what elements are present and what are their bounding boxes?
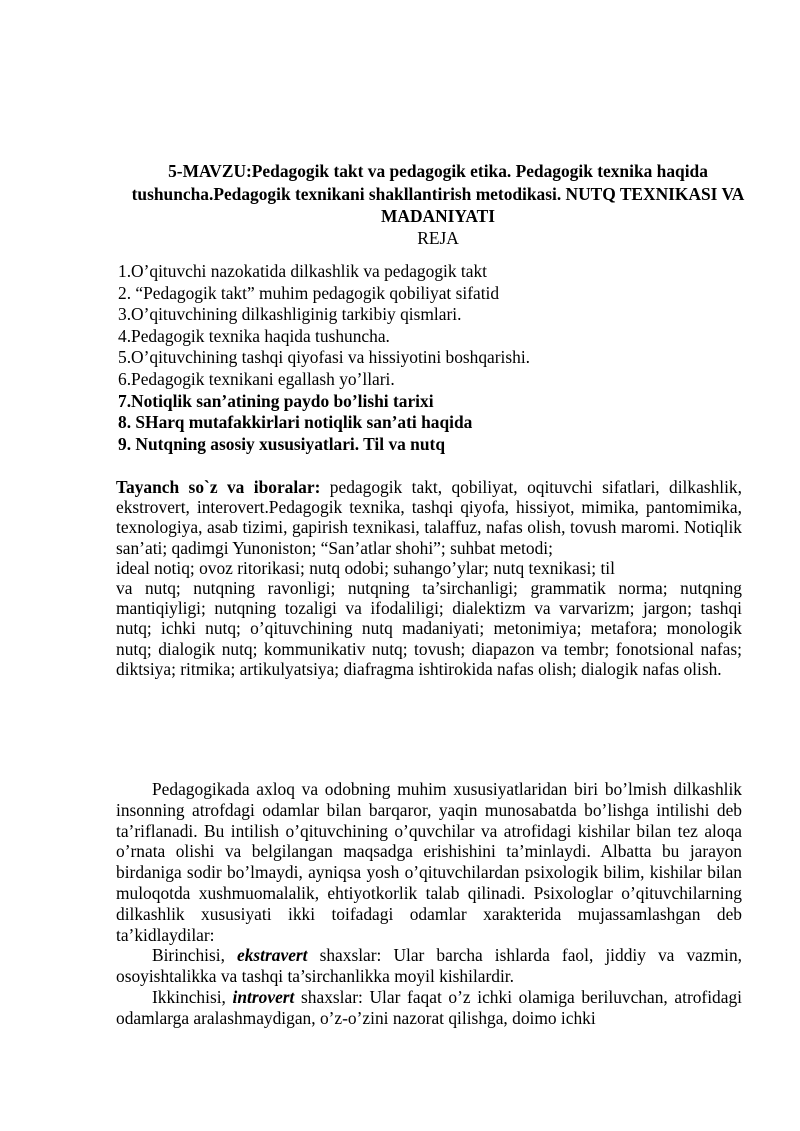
body-text xyxy=(116,779,742,1029)
key-terms-lead: Tayanch so`z va iboralar: xyxy=(116,477,321,497)
key-terms-line: ideal notiq; ovoz ritorikasi; nutq odobi; suhango’ylar; nutq texnikasi; til xyxy=(116,557,615,578)
reja-label: REJA xyxy=(417,228,459,248)
key-terms-text: pedagogik takt, qobiliyat, oqituvchi sifatlari, dilkashlik, ekstrovert, interovert.Pedagogik texnika, tashqi qiyofa, hissiyot, mimika, pantomimika, texnologiya, asab tizimi, gapirish texnikasi, talaffuz, nafas olish, tovush maromi. Notiqlik san’ati; qadimgi Yunoniston; “San’atlar shohi”; suhbat metodi; xyxy=(116,477,742,558)
plan-item: 6.Pedagogik texnikani egallash yo’llari. xyxy=(118,368,395,389)
plan-item: 7.Notiqlik san’atining paydo bo’lishi tarixi xyxy=(118,390,434,411)
term-introvert: introvert xyxy=(232,986,295,1007)
plan-item: 8. SHarq mutafakkirlari notiqlik san’ati haqida xyxy=(118,412,473,433)
plan-item: 2. “Pedagogik takt” muhim pedagogik qobiliyat sifatid xyxy=(118,282,500,303)
key-terms-section xyxy=(116,477,742,679)
key-terms-paragraph: va nutq; nutqning ravonligi; nutqning ta’sirchanligi; grammatik norma; nutqning mantiqiyligi; nutqning tozaligi va ifodaliligi; dialektizm va varvarizm; jargon; tashqi nutq; ichki nutq; o’qituvchining nutq madaniyati; metonimiya; metafora; monologik nutq; dialogik nutq; kommunikativ nutq; tovush; diapazon va tembr; fonotsional nafas; diktsiya; ritmika; artikulyatsiya; diafragma ishtirokida nafas olish; dialogik nafas olish. xyxy=(116,578,742,679)
plan-item: 4.Pedagogik texnika haqida tushuncha. xyxy=(118,325,390,346)
paragraph-text: shaxslar: Ular barcha ishlarda faol, jiddiy va vazmin, osoyishtalikka va tashqi ta’sirchanlikka moyil kishilardir. xyxy=(116,945,742,987)
document-heading: 5-MAVZU:Pedagogik takt va pedagogik etika. Pedagogik texnika haqida tushuncha.Pedagogik texnikani shakllantirish metodikasi. NUTQ TEXNIKASI VA MADANIYATI xyxy=(131,161,745,226)
plan-item: 5.O’qituvchining tashqi qiyofasi va hissiyotini boshqarishi. xyxy=(118,347,531,368)
plan-item: 3.O’qituvchining dilkashliginig tarkibiy qismlari. xyxy=(118,304,462,325)
term-ekstravert: ekstravert xyxy=(237,945,308,966)
paragraph-text: shaxslar: Ular faqat o’z ichki olamiga beriluvchan, atrofidagi odamlarga aralashmaydigan, o’z-o’zini nazorat qilishga, doimo ichki xyxy=(116,986,742,1028)
key-terms-paragraph xyxy=(116,477,742,558)
plan-item: 1.O’qituvchi nazokatida dilkashlik va pedagogik takt xyxy=(118,261,487,281)
paragraph-text: Ikkinchisi, xyxy=(152,986,233,1007)
paragraph-text: Birinchisi, xyxy=(152,945,237,966)
plan-list xyxy=(118,261,758,455)
plan-item: 9. Nutqning asosiy xususiyatlari. Til va nutq xyxy=(118,433,445,454)
body-paragraph xyxy=(116,987,742,1029)
body-paragraph: Pedagogikada axloq va odobning muhim xususiyatlaridan biri bo’lmish dilkashlik insonning atrofdagi odamlar bilan barqaror, yaqin munosabatda bo’lishga intilishi deb ta’riflanadi. Bu intilish o’qituvchining o’quvchilar va atrofidagi kishilar bilan tez aloqa o’rnata olishi va belgilangan maqsadga erishishini ta’minlaydi. Albatta bu jarayon birdaniga sodir bo’lmaydi, ayniqsa yosh o’qituvchilardan psixologik bilim, kishilar bilan muloqotda xushmuomalalik, ehtiyotkorlik talab qilinadi. Psixologlar o’qituvchilarning dilkashlik xususiyati ikki toifadagi odamlar xarakterida mujassamlashgan deb ta’kidlaydilar: xyxy=(116,779,742,945)
body-paragraph xyxy=(116,945,742,987)
